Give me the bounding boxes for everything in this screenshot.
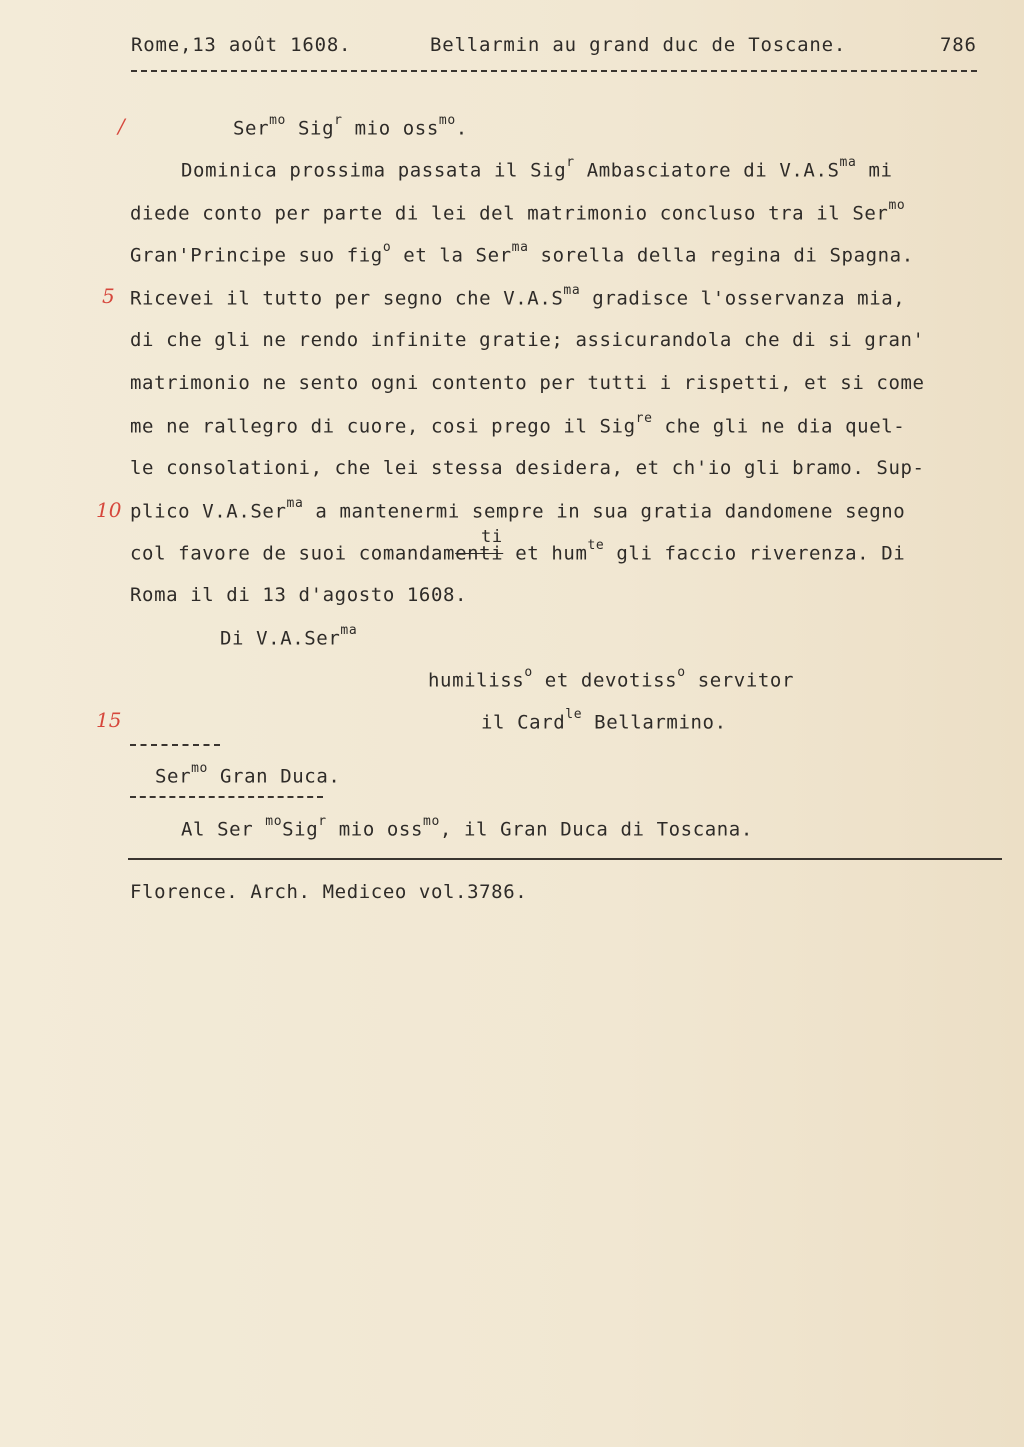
margin-number-10: 10 [96, 498, 122, 522]
body-line-6: matrimonio ne sento ogni contento per tutti i rispetti, et si come [130, 372, 925, 394]
body-line-3: Gran'Principe suo fig$^o$ et la Ser$^{ma}$ sorella della regina di Spagna. [130, 240, 914, 267]
source-citation: Florence. Arch. Mediceo vol.3786. [130, 881, 528, 903]
margin-number-15: 15 [96, 708, 122, 732]
body-line-10: col favore de suoi comandamenti et hum$^{te}$ gli faccio riverenza. Di [130, 538, 906, 565]
body-line-8: le consolationi, che lei stessa desidera, et ch'io gli bramo. Sup- [130, 457, 925, 479]
address-full: Al Ser $^{mo}$Sig$^r$ mio oss$^{mo}$, il Gran Duca di Toscana. [181, 814, 753, 841]
body-line-9: plico V.A.Ser$^{ma}$ a mantenermi sempre in sua gratia dandomene segno [130, 496, 906, 523]
margin-number-1: / [118, 114, 125, 138]
salutation: Ser$^{mo}$ Sig$^r$ mio oss$^{mo}$. [233, 113, 468, 140]
body-line-11: Roma il di 13 d'agosto 1608. [130, 584, 468, 606]
signature: il Card$^{le}$ Bellarmino. [481, 707, 727, 734]
header-divider [131, 70, 977, 72]
body-line-7: me ne rallegro di cuore, cosi prego il Sig$^{re}$ che gli ne dia quel- [130, 411, 906, 438]
closing-servitor: humiliss$^o$ et devotiss$^o$ servitor [428, 665, 795, 692]
page-number: 786 [940, 34, 977, 56]
footer-rule [128, 858, 1002, 860]
interlinear-insertion: ti [481, 527, 503, 547]
body-line-5: di che gli ne rendo infinite gratie; assicurandola che di si gran' [130, 329, 925, 351]
body-line-2: diede conto per parte di lei del matrimonio concluso tra il Ser$^{mo}$ [130, 198, 906, 225]
body-line-1: Dominica prossima passata il Sig$^r$ Ambasciatore di $V.A.S^{ma}$ mi [181, 155, 893, 182]
header-date: Rome,13 août 1608. [131, 34, 352, 56]
margin-number-5: 5 [102, 284, 115, 308]
body-line-4: Ricevei il tutto per segno che $V.A.S^{ma}$ gradisce l'osservanza mia, [130, 283, 906, 310]
address-divider-bottom [130, 796, 323, 798]
address-divider-top [130, 744, 220, 746]
header-title: Bellarmin au grand duc de Toscane. [430, 34, 847, 56]
address-short: Ser$^{mo}$ Gran Duca. [155, 761, 341, 788]
closing-di: Di V.A.Ser$^{ma}$ [220, 623, 358, 650]
struck-text: enti [455, 542, 504, 565]
